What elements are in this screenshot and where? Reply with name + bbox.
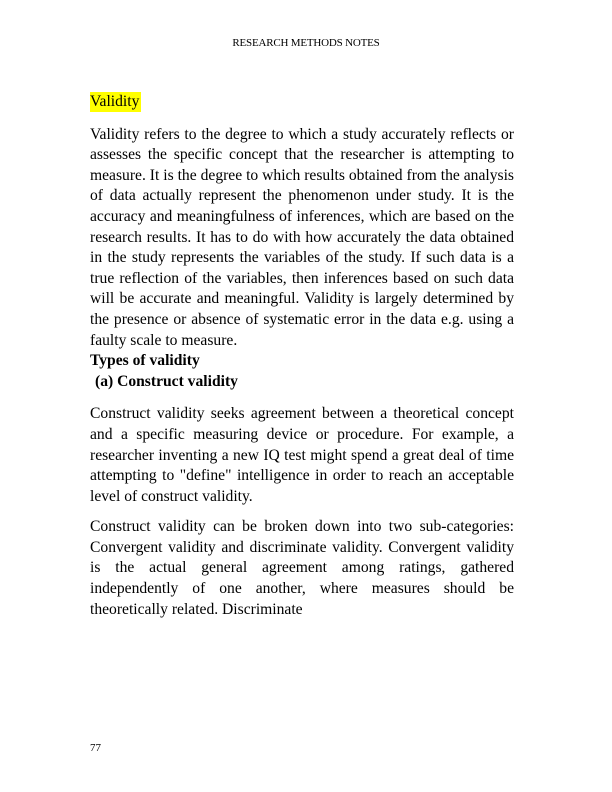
- types-of-validity-heading: Types of validity: [90, 352, 200, 370]
- highlighted-heading-text: Validity: [90, 93, 140, 110]
- page-content: [90, 92, 514, 620]
- construct-subcategories-paragraph: Construct validity can be broken down into two sub-categories: Convergent validity and discriminate validity. Convergent validity is the actual general agreement among ratings, gathered independently of one another, where measures should be theoretically related. Discriminate: [90, 518, 514, 618]
- validity-definition-paragraph: Validity refers to the degree to which a study accurately reflects or assesses the specific concept that the researcher is attempting to measure. It is the degree to which results obtained from the analysis of data actually represent the phenomenon under study. It is the accuracy and meaningfulness of inferences, which are based on the research results. It has to do with how accurately the data obtained in the study represents the variables of the study. If such data is a true reflection of the variables, then inferences based on such data will be accurate and meaningful. Validity is largely determined by the presence or absence of systematic error in the data e.g. using a faulty scale to measure.: [90, 125, 514, 349]
- running-header: RESEARCH METHODS NOTES: [232, 37, 380, 49]
- construct-validity-paragraph: Construct validity seeks agreement between a theoretical concept and a specific measuring device or procedure. For example, a researcher inventing a new IQ test might spend a great deal of time attempting to "define" intelligence in order to reach an acceptable level of construct validity.: [90, 405, 514, 505]
- page-number: 77: [90, 742, 101, 754]
- section-heading: [90, 92, 514, 113]
- construct-validity-subheading: (a) Construct validity: [95, 372, 238, 390]
